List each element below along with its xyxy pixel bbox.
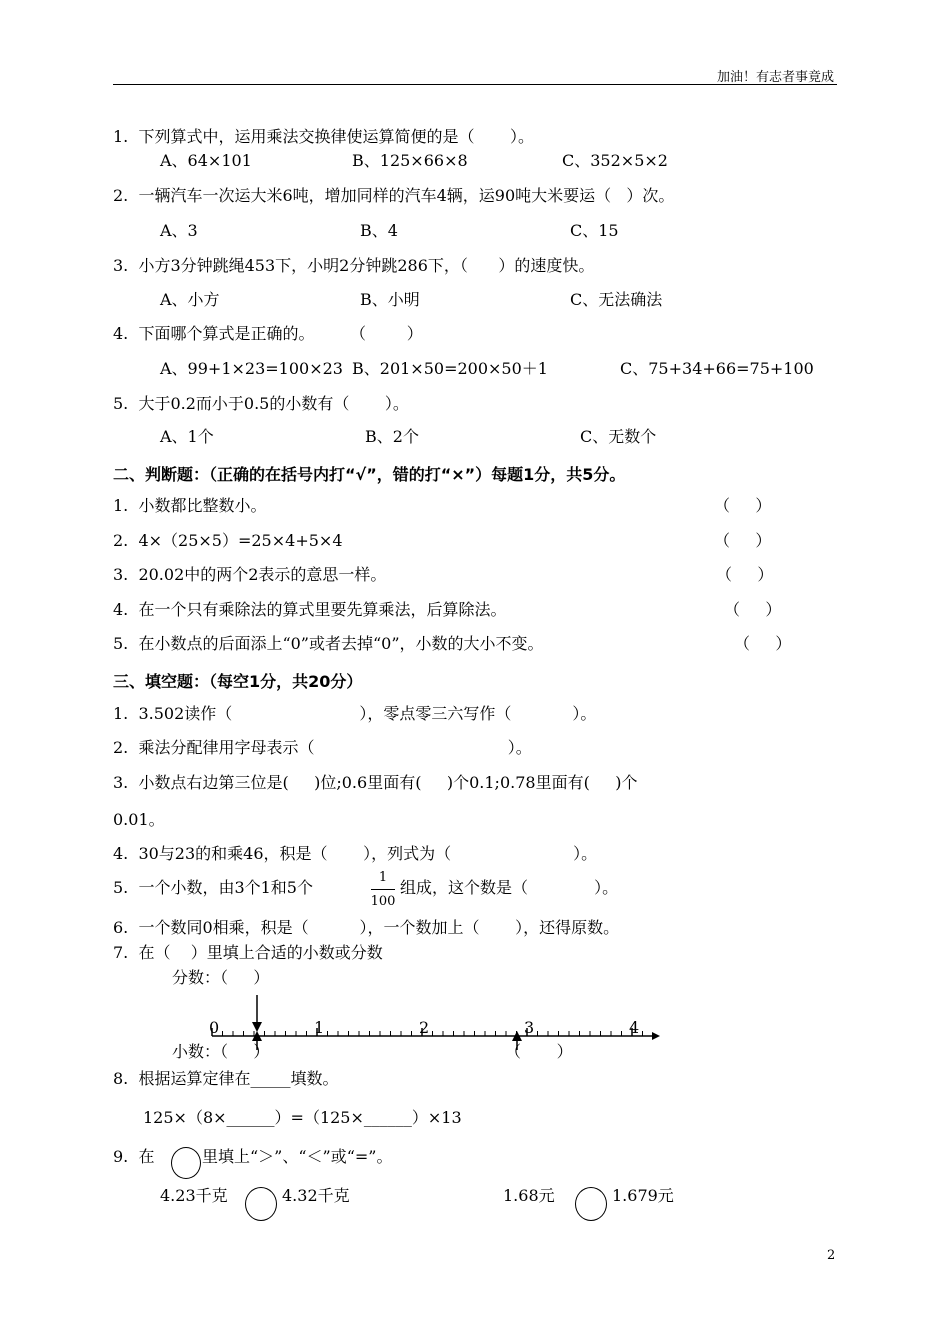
choice-1-option-a: A、64×101 bbox=[160, 151, 252, 170]
fraction-denominator: 100 bbox=[370, 894, 396, 909]
page-number: 2 bbox=[827, 1248, 836, 1263]
compare-circle-2[interactable] bbox=[575, 1187, 607, 1221]
judge-paren-2: （ ） bbox=[714, 531, 772, 550]
compare-circle-1[interactable] bbox=[245, 1187, 277, 1221]
number-line-arrow bbox=[652, 1032, 660, 1040]
choice-question-1: 1. 下列算式中，运用乘法交换律使运算简便的是（ ）。 bbox=[113, 127, 535, 146]
fill-question-8-expression: 125×（8×______）=（125×______）×13 bbox=[143, 1108, 462, 1127]
choice-2-option-a: A、3 bbox=[160, 221, 198, 240]
compare-right-1: 4.32千克 bbox=[282, 1186, 350, 1205]
number-line-decimal-label: 小数：（ ） bbox=[172, 1042, 270, 1061]
fill-question-2: 2. 乘法分配律用字母表示（ ）。 bbox=[113, 738, 532, 757]
choice-question-2: 2. 一辆汽车一次运大米6吨，增加同样的汽车4辆，运90吨大米要运（ ）次。 bbox=[113, 186, 675, 205]
choice-1-option-b: B、125×66×8 bbox=[352, 151, 468, 170]
header-rule bbox=[113, 84, 837, 85]
choice-5-option-c: C、无数个 bbox=[580, 427, 657, 446]
fill-heading: 三、填空题：（每空1分，共20分） bbox=[113, 672, 363, 691]
fill-question-1: 1. 3.502读作（ ），零点零三六写作（ ）。 bbox=[113, 704, 597, 723]
judge-item-5: 5. 在小数点的后面添上“0”或者去掉“0”，小数的大小不变。 bbox=[113, 634, 544, 653]
tick-label-3: 3 bbox=[524, 1018, 535, 1037]
choice-4-option-a: A、99+1×23=100×23 bbox=[160, 359, 343, 378]
number-line-fraction-label: 分数：（ ） bbox=[172, 968, 270, 987]
choice-3-option-a: A、小方 bbox=[160, 290, 220, 309]
fraction-numerator: 1 bbox=[378, 870, 388, 885]
judge-item-3: 3. 20.02中的两个2表示的意思一样。 bbox=[113, 565, 387, 584]
choice-question-4: 4. 下面哪个算式是正确的。 （ ） bbox=[113, 324, 423, 343]
fill-question-5-part1: 5. 一个小数，由3个1和5个 bbox=[113, 878, 313, 897]
choice-3-option-c: C、无法确法 bbox=[570, 290, 663, 309]
fraction-bar bbox=[371, 889, 395, 890]
fill-question-9-part2: 里填上“＞”、“＜”或“=”。 bbox=[202, 1147, 393, 1166]
judge-item-1: 1. 小数都比整数小。 bbox=[113, 496, 267, 515]
header-motto: 加油！有志者事竟成 bbox=[717, 70, 835, 85]
choice-2-option-b: B、4 bbox=[360, 221, 398, 240]
choice-4-option-c: C、75+34+66=75+100 bbox=[620, 359, 814, 378]
choice-5-option-a: A、1个 bbox=[160, 427, 214, 446]
choice-5-option-b: B、2个 bbox=[365, 427, 419, 446]
tick-label-0: 0 bbox=[209, 1018, 220, 1037]
fill-question-7: 7. 在（ ）里填上合适的小数或分数 bbox=[113, 943, 383, 962]
judge-item-4: 4. 在一个只有乘除法的算式里要先算乘法，后算除法。 bbox=[113, 600, 507, 619]
choice-3-option-b: B、小明 bbox=[360, 290, 420, 309]
compare-left-1: 4.23千克 bbox=[160, 1186, 228, 1205]
judge-paren-4: （ ） bbox=[724, 600, 782, 619]
fill-question-5-part2: 组成，这个数是（ ）。 bbox=[400, 878, 619, 897]
number-line-decimal-paren-2: （ ） bbox=[505, 1042, 573, 1061]
choice-4-option-b: B、201×50=200×50＋1 bbox=[352, 359, 548, 378]
fill-question-4: 4. 30与23的和乘46，积是（ ），列式为（ ）。 bbox=[113, 844, 598, 863]
judge-paren-5: （ ） bbox=[734, 634, 792, 653]
tick-label-2: 2 bbox=[419, 1018, 430, 1037]
fill-question-3: 3. 小数点右边第三位是( )位;0.6里面有( )个0.1;0.78里面有( )个 bbox=[113, 773, 638, 792]
tick-label-4: 4 bbox=[629, 1018, 640, 1037]
choice-question-3: 3. 小方3分钟跳绳453下，小明2分钟跳286下，（ ）的速度快。 bbox=[113, 256, 595, 275]
choice-question-5: 5. 大于0.2而小于0.5的小数有（ ）。 bbox=[113, 394, 409, 413]
tick-label-1: 1 bbox=[314, 1018, 325, 1037]
compare-right-2: 1.679元 bbox=[612, 1186, 674, 1205]
fill-question-9-part1: 9. 在 bbox=[113, 1147, 155, 1166]
number-line bbox=[200, 990, 665, 1050]
choice-2-option-c: C、15 bbox=[570, 221, 619, 240]
compare-left-2: 1.68元 bbox=[503, 1186, 555, 1205]
fill-question-6: 6. 一个数同0相乘，积是（ ），一个数加上（ ），还得原数。 bbox=[113, 918, 620, 937]
fill-question-3-cont: 0.01。 bbox=[113, 810, 165, 829]
compare-circle-example bbox=[171, 1147, 201, 1179]
choice-1-option-c: C、352×5×2 bbox=[562, 151, 668, 170]
fraction-pointer-arrow bbox=[252, 1022, 262, 1032]
fill-question-8: 8. 根据运算定律在_____填数。 bbox=[113, 1069, 339, 1088]
judge-item-2: 2. 4×（25×5）=25×4+5×4 bbox=[113, 531, 343, 550]
judge-paren-3: （ ） bbox=[716, 565, 774, 584]
judge-paren-1: （ ） bbox=[714, 496, 772, 515]
judge-heading: 二、判断题：（正确的在括号内打“√”，错的打“×”）每题1分，共5分。 bbox=[113, 465, 626, 484]
